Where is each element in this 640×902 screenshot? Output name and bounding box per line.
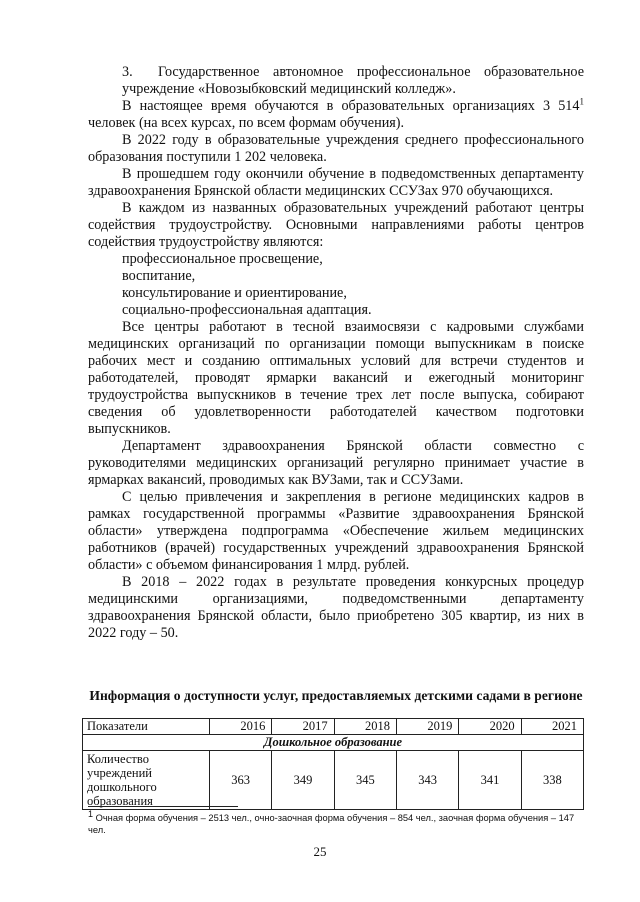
paragraph-5: В каждом из названных образовательных учреждений работают центры содействия трудоустройству. Основными направлениями работы центров содействия трудоустройству являются:	[88, 200, 584, 250]
paragraph-6: Все центры работают в тесной взаимосвязи с кадровыми службами медицинских организаций по организации помощи выпускникам в поиске рабочих мест и созданию оптимальных условий для встречи студентов и работодателей, проводят ярмарки вакансий и ежегодный мониторинг трудоустройства выпускников в течение трех лет после выпуска, собирают сведения об удовлетворенности работодателей качеством подготовки выпускников.	[88, 319, 584, 437]
paragraph-1	[88, 64, 584, 98]
footnote-reference: 1	[579, 96, 584, 107]
list-number: 3.	[122, 64, 133, 80]
footnote-separator	[88, 806, 238, 807]
paragraph-1-text: Государственное автономное профессиональное образовательное учреждение «Новозыбковский медицинский колледж».	[122, 64, 584, 97]
paragraph-8: С целью привлечения и закрепления в регионе медицинских кадров в рамках государственной программы «Развитие здравоохранения Брянской области» утверждена подпрограмма «Обеспечение жильем медицинских работников (врачей) государственных учреждений здравоохранения Брянской области» с объемом финансирования 1 млрд. рублей.	[88, 489, 584, 573]
section-label: Дошкольное образование	[83, 735, 584, 751]
footnote	[88, 808, 584, 836]
paragraph-4: В прошедшем году окончили обучение в подведомственных департаменту здравоохранения Брянской области медицинских ССУЗах 970 обучающихся.	[88, 166, 584, 199]
table-cell: 343	[396, 751, 458, 810]
year-header: 2020	[459, 719, 521, 735]
paragraph-2	[88, 98, 584, 132]
footnote-text: Очная форма обучения – 2513 чел., очно-заочная форма обучения – 854 чел., заочная форма обучения – 147 чел.	[88, 813, 575, 835]
table-cell: 349	[272, 751, 334, 810]
list-item: профессиональное просвещение,	[122, 251, 323, 267]
paragraph-2-text-end: человек (на всех курсах, по всем формам обучения).	[88, 115, 405, 131]
page-number: 25	[313, 844, 327, 859]
table-title: Информация о доступности услуг, предоставляемых детскими садами в регионе	[89, 688, 583, 703]
list-item: воспитание,	[122, 268, 196, 284]
body-text	[88, 64, 584, 642]
list-item: консультирование и ориентирование,	[122, 285, 347, 301]
year-header: 2021	[521, 719, 583, 735]
year-header: 2019	[396, 719, 458, 735]
table-cell: 363	[210, 751, 272, 810]
list-item: социально-профессиональная адаптация.	[122, 302, 372, 318]
table-row	[83, 751, 584, 810]
year-header: 2018	[334, 719, 396, 735]
header-label: Показатели	[83, 719, 210, 735]
table-cell: 345	[334, 751, 396, 810]
kindergarten-table	[82, 718, 584, 810]
year-header: 2017	[272, 719, 334, 735]
table-cell: 338	[521, 751, 583, 810]
table-header-row	[83, 719, 584, 735]
paragraph-9: В 2018 – 2022 годах в результате проведения конкурсных процедур медицинскими организациями, подведомственными департаменту здравоохранения Брянской области, было приобретено 305 квартир, из них в 2022 году – 50.	[88, 574, 584, 641]
section-row	[83, 735, 584, 751]
paragraph-3: В 2022 году в образовательные учреждения среднего профессионального образования поступили 1 202 человека.	[88, 132, 584, 165]
year-header: 2016	[210, 719, 272, 735]
row-label: Количество учреждений дошкольного образования	[83, 751, 210, 810]
paragraph-2-text: В настоящее время обучаются в образовательных организациях 3 514	[122, 98, 580, 114]
paragraph-7: Департамент здравоохранения Брянской области совместно с руководителями медицинских организаций регулярно принимает участие в ярмарках вакансий, проводимых как ВУЗами, так и ССУЗами.	[88, 438, 584, 488]
table-cell: 341	[459, 751, 521, 810]
footnote-marker: 1	[88, 808, 94, 819]
